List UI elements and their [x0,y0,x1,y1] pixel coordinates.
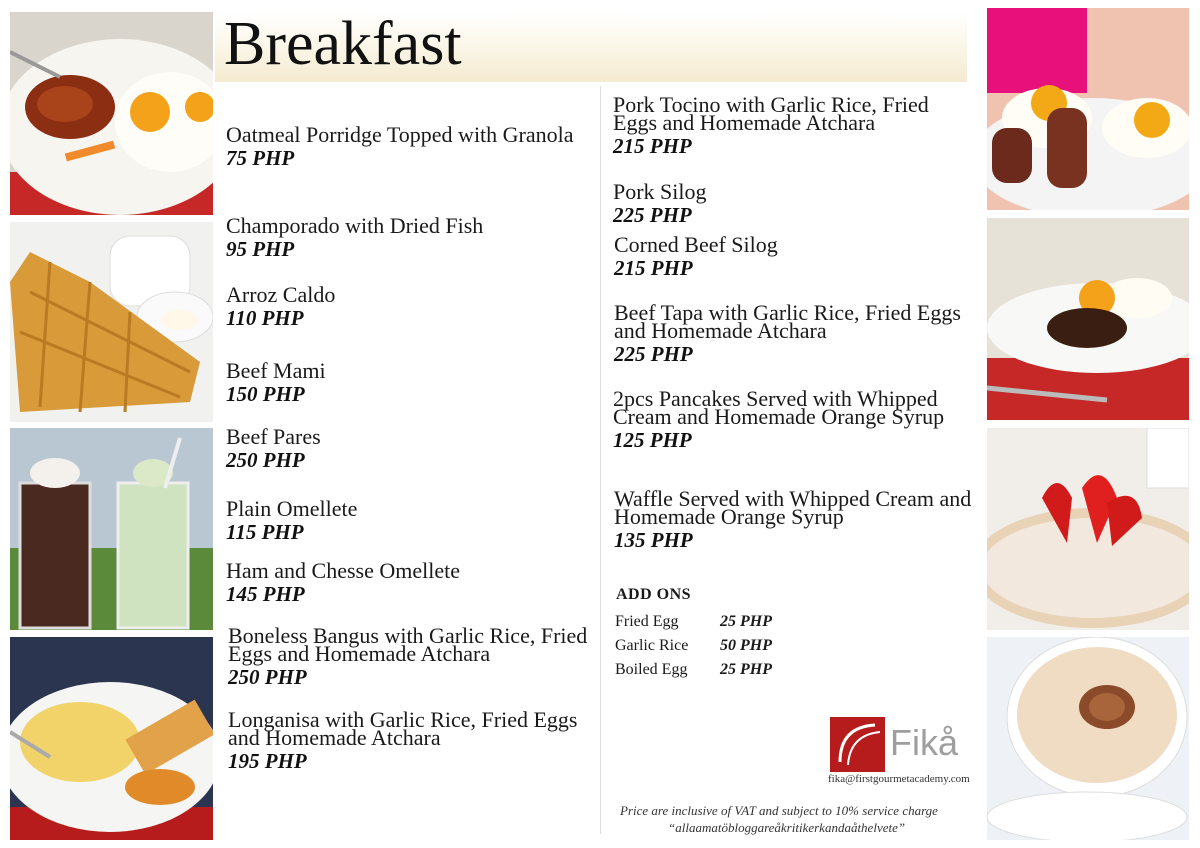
tagline: “allaamatöbloggareåkritikerkandaåthelvete” [668,820,906,835]
menu-item-price: 225 PHP [614,342,693,366]
menu-item-name: Boneless Bangus with Garlic Rice, Fried Eggs and Homemade Atchara [228,623,588,666]
brand-email: fika@firstgourmetacademy.com [828,773,970,785]
egg-tocino-plate-photo [10,12,213,215]
menu-item-name: Beef Tapa with Garlic Rice, Fried Eggs and Homemade Atchara [614,300,961,343]
menu-item-price: 215 PHP [614,256,693,280]
menu-item [226,282,596,330]
menu-item [226,213,596,261]
menu-item-name: Beef Mami [226,358,326,383]
addon-price: 25 PHP [720,661,772,678]
menu-item-name: Pork Tocino with Garlic Rice, Fried Eggs and Homemade Atchara [613,92,929,135]
menu-item-name: Arroz Caldo [226,282,336,307]
menu-item-price: 75 PHP [226,146,295,170]
addon-name: Garlic Rice [615,637,689,654]
menu-item [614,232,974,280]
menu-item [226,358,596,406]
menu-item-price: 135 PHP [614,528,693,552]
addon-price: 50 PHP [720,637,772,654]
addons-heading: ADD ONS [616,586,692,603]
menu-item [613,386,953,452]
menu-item-name: Oatmeal Porridge Topped with Granola [226,122,574,147]
menu-item-name: Plain Omellete [226,496,358,521]
addon-price: 25 PHP [720,613,772,630]
menu-item-price: 195 PHP [228,749,307,773]
beef-tapa-photo [987,218,1189,420]
menu-item-price: 110 PHP [226,306,304,330]
menu-item [613,92,973,158]
menu-item-price: 95 PHP [226,237,295,261]
menu-item [226,122,596,170]
cappuccino-photo [987,637,1189,840]
menu-item-price: 125 PHP [613,428,692,452]
brand-name: Fikå [890,722,959,763]
menu-item [614,300,974,366]
menu-item [228,707,593,773]
addon-name: Fried Egg [615,613,679,630]
menu-item-price: 150 PHP [226,382,305,406]
menu-item-price: 250 PHP [228,665,307,689]
menu-item-price: 225 PHP [613,203,692,227]
menu-item [226,496,596,544]
menu-item-name: Corned Beef Silog [614,232,778,257]
menu-item [614,486,980,552]
menu-item-name: Pork Silog [613,179,707,204]
menu-item [228,623,593,689]
longanisa-eggs-photo [987,8,1189,210]
menu-item-price: 145 PHP [226,582,305,606]
omelette-photo [10,637,213,840]
menu-item-name: Waffle Served with Whipped Cream and Homemade Orange Syrup [614,486,972,529]
menu-item [226,558,596,606]
page-title: Breakfast [224,10,462,78]
menu-item-name: Ham and Chesse Omellete [226,558,460,583]
menu-item-price: 215 PHP [613,134,692,158]
menu-item [226,424,596,472]
vat-note: Price are inclusive of VAT and subject to 10% service charge [620,803,938,818]
menu-item-price: 115 PHP [226,520,304,544]
menu-item-name: Champorado with Dried Fish [226,213,484,238]
menu-item-name: 2pcs Pancakes Served with Whipped Cream and Homemade Orange Syrup [613,386,945,429]
pancake-strawberry-photo [987,428,1189,630]
fika-logo-icon [830,717,885,772]
addon-name: Boiled Egg [615,661,688,678]
menu-item-price: 250 PHP [226,448,305,472]
menu-item-name: Beef Pares [226,424,321,449]
shakes-photo [10,428,213,630]
waffle-photo [10,222,213,422]
menu-item-name: Longanisa with Garlic Rice, Fried Eggs and Homemade Atchara [228,707,578,750]
column-divider [600,86,601,834]
menu-item [613,179,973,227]
